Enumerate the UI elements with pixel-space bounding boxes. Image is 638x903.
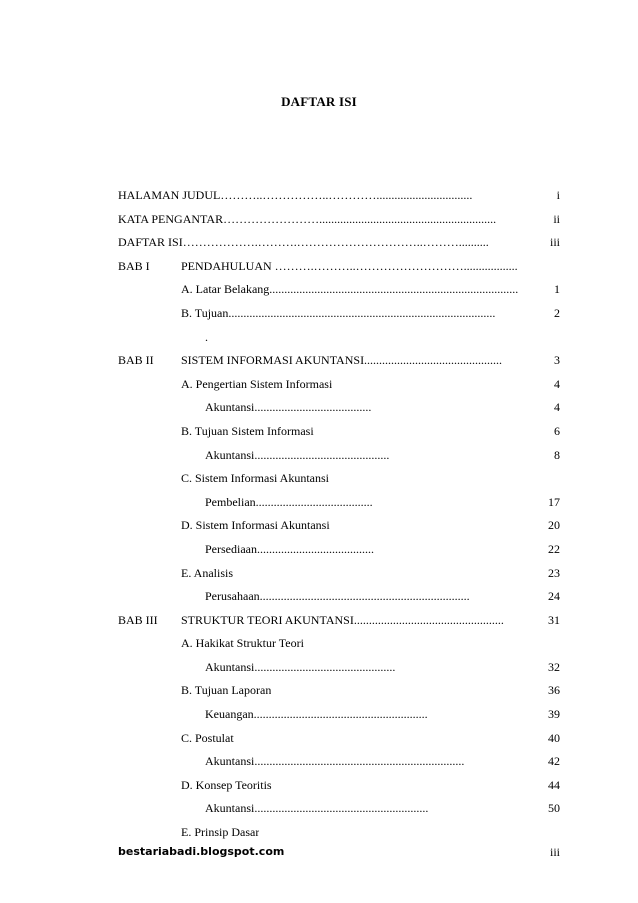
toc-chapter-label: BAB I (118, 258, 150, 273)
toc-row (118, 750, 560, 774)
toc-row (118, 656, 560, 680)
toc-row (118, 444, 560, 468)
toc-row (118, 420, 560, 444)
toc-row (118, 821, 560, 845)
toc-row (118, 585, 560, 609)
toc-entry-text: A. Latar Belakang................................................................................... (181, 282, 519, 297)
toc-entry-text: Akuntansi....................................... (205, 400, 372, 415)
toc-row (118, 491, 560, 515)
toc-page-number: 36 (548, 683, 560, 698)
toc-entry-text: . (205, 329, 208, 344)
toc-row (118, 302, 560, 326)
toc-entry-text: SISTEM INFORMASI AKUNTANSI.............................................. (181, 353, 503, 368)
toc-row (118, 278, 560, 302)
toc-page-number: i (556, 188, 560, 202)
toc-entry-text: Akuntansi.......................................................... (205, 801, 429, 816)
toc-page-number: 32 (548, 659, 560, 674)
toc-page-number: 1 (554, 282, 560, 297)
toc-entry-text: Keuangan.......................................................... (205, 707, 428, 722)
toc-page-number: 39 (548, 707, 560, 722)
toc-row (118, 562, 560, 586)
toc-page-number: 40 (548, 730, 560, 745)
page-title: DAFTAR ISI (281, 94, 357, 109)
toc-entry-text: Persediaan....................................... (205, 541, 374, 556)
toc-page-number: 2 (554, 305, 560, 320)
toc-entry-text: D. Sistem Informasi Akuntansi (181, 518, 330, 533)
toc-entry-text: HALAMAN JUDUL………..……………..…………................................ (118, 188, 473, 202)
toc-entry-text: E. Analisis (181, 565, 234, 580)
toc-entry-text: B. Tujuan Sistem Informasi (181, 423, 314, 438)
toc-row (118, 231, 560, 255)
toc-page-number: 8 (554, 447, 560, 462)
toc-row (118, 208, 560, 232)
toc-entry-text: E. Prinsip Dasar (181, 825, 260, 840)
toc-entry-text: A. Pengertian Sistem Informasi (181, 376, 333, 391)
toc-row (118, 679, 560, 703)
toc-page-number: 50 (548, 801, 560, 816)
toc-row (118, 326, 560, 350)
toc-page-number: 3 (554, 353, 560, 368)
toc-page-number: 17 (548, 494, 560, 509)
toc-entry-text: D. Konsep Teoritis (181, 777, 272, 792)
toc-page-number: 42 (548, 754, 560, 769)
toc-page-number: 20 (548, 518, 560, 533)
toc-row (118, 373, 560, 397)
footer-website: bestariabadi.blogspot.com (118, 845, 285, 858)
toc-chapter-label: BAB III (118, 612, 158, 627)
toc-page-number: 6 (554, 423, 560, 438)
toc-entry-text: PENDAHULUAN ……….………..……………………….................. (181, 258, 518, 273)
toc-page-number: 22 (548, 541, 560, 556)
toc-row (118, 514, 560, 538)
toc-entry-text: Perusahaan...................................................................... (205, 589, 470, 604)
toc-page-number: 24 (548, 589, 560, 604)
toc-row (118, 632, 560, 656)
toc-row (118, 255, 560, 279)
toc-page-number: 31 (548, 612, 560, 627)
footer-page-number: iii (549, 845, 560, 859)
toc-entry-text: Akuntansi............................................... (205, 659, 396, 674)
toc-row (118, 797, 560, 821)
toc-row (118, 184, 560, 208)
toc-row (118, 609, 560, 633)
toc-entry-text: C. Postulat (181, 730, 234, 745)
toc-page-number: iii (549, 235, 560, 250)
toc-row (118, 703, 560, 727)
table-of-contents (118, 184, 560, 845)
toc-page-number: 4 (554, 400, 560, 415)
toc-entry-text: KATA PENGANTAR……………………........................................................... (118, 211, 497, 226)
toc-row (118, 396, 560, 420)
toc-chapter-label: BAB II (118, 353, 154, 368)
toc-row (118, 467, 560, 491)
toc-row (118, 538, 560, 562)
toc-entry-text: Pembelian....................................... (205, 494, 373, 509)
toc-page-number: 23 (548, 565, 560, 580)
toc-page-number: ii (553, 211, 560, 226)
toc-entry-text: STRUKTUR TEORI AKUNTANSI.................................................. (181, 612, 504, 627)
toc-row (118, 349, 560, 373)
toc-entry-text: C. Sistem Informasi Akuntansi (181, 471, 329, 486)
toc-entry-text: B. Tujuan Laporan (181, 683, 272, 698)
toc-entry-text: B. Tujuan......................................................................................... (181, 305, 496, 320)
toc-row (118, 727, 560, 751)
toc-entry-text: Akuntansi............................................. (205, 447, 390, 462)
toc-entry-text: DAFTAR ISI……………….……….…………………………..……….......... (118, 235, 489, 250)
toc-entry-text: Akuntansi...................................................................... (205, 754, 465, 769)
toc-page-number: 4 (554, 376, 560, 391)
toc-page-number: 44 (548, 777, 560, 792)
toc-row (118, 774, 560, 798)
toc-entry-text: A. Hakikat Struktur Teori (181, 636, 304, 651)
